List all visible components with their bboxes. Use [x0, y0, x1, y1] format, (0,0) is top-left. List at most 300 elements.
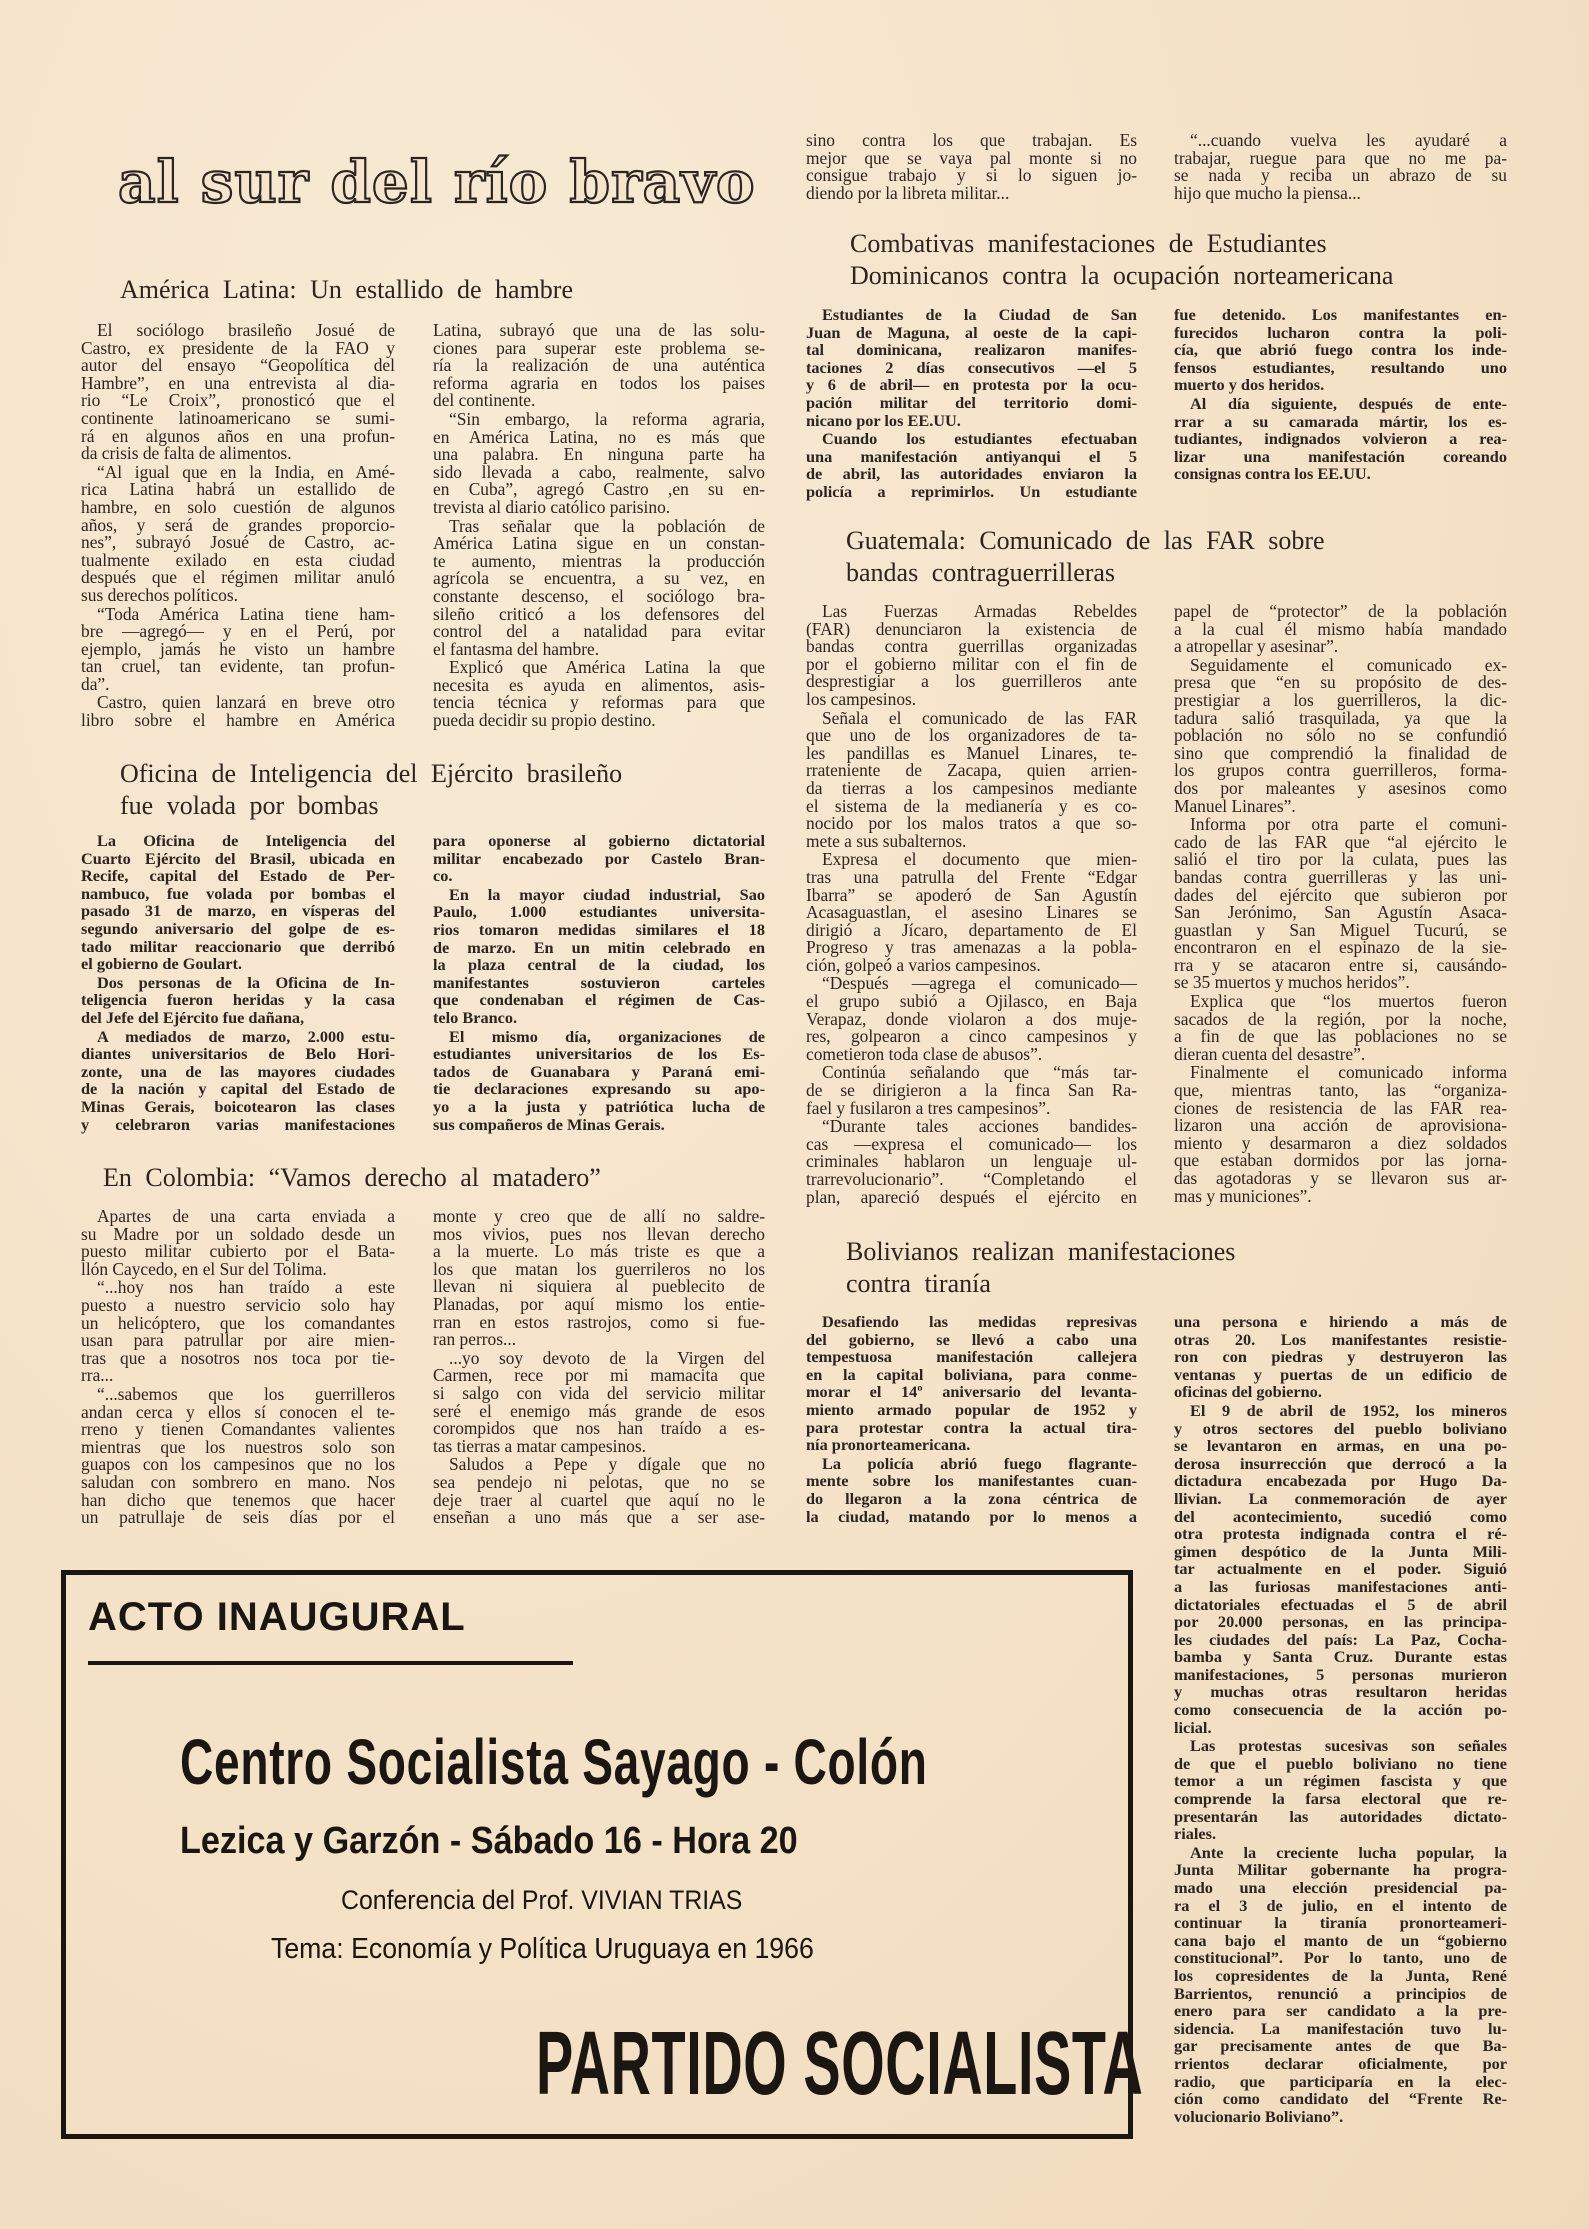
text-line: los grupos contra guerrilleros, forma- [1174, 760, 1507, 781]
text-line: militar encabezado por Castelo Bran- [433, 848, 765, 868]
text-line: se levantaron en armas, en una po- [1174, 1436, 1507, 1456]
text-line: volucionario Boliviano”. [1174, 2106, 1344, 2126]
text-line: un patrullaje de seis días por el [81, 1507, 395, 1528]
paragraph [81, 1208, 395, 1278]
text-line: pación militar del territorio domi- [806, 392, 1137, 412]
ad-title: ACTO INAUGURAL [88, 1595, 466, 1639]
text-line: ciones para superar este problema se- [433, 337, 765, 358]
text-line: tencia técnica y reformas para que [433, 692, 765, 713]
text-line: segundo aniversario del golpe de es- [81, 918, 395, 938]
headline-line: Guatemala: Comunicado de las FAR sobre [846, 526, 1325, 555]
headline-colombia [103, 1162, 601, 1194]
text-line: “...hoy nos han traído a este [97, 1277, 395, 1298]
text-line: dictadura encabezada por Hugo Da- [1174, 1471, 1507, 1491]
text-line: en América Latina, no es más que [433, 426, 765, 447]
text-line: tar actualmente en el poder. Siguió [1174, 1559, 1507, 1579]
text-line: puesto militar cubierto por el Bata- [81, 1241, 395, 1262]
paragraph [433, 408, 765, 517]
text-line: sileño criticó a los defensores del [433, 603, 765, 624]
paragraph [806, 1455, 1137, 1525]
text-line: que estaban dormidos por las jorna- [1174, 1150, 1507, 1171]
text-line: en Cuba”, agregó Castro ,en su en- [433, 479, 765, 500]
text-line: Estudiantes de la Ciudad de San [822, 305, 1137, 324]
text-line: el fantasma del hambre. [433, 638, 600, 659]
paragraph [1174, 993, 1507, 1063]
text-line: miento armado popular de 1952 y [806, 1399, 1137, 1419]
text-line: de que el pueblo boliviano no tiene [1174, 1753, 1507, 1773]
text-line: riales. [1174, 1824, 1217, 1844]
text-line: “...cuando vuelva les ayudaré a [1190, 130, 1507, 150]
text-line: por 20.000 personas, en las principa- [1174, 1612, 1507, 1632]
text-line: Saludos a Pepe y dígale que no [449, 1454, 765, 1475]
text-line: les ciudades del país: La Paz, Cocha- [1174, 1629, 1507, 1649]
text-line: furecidos lucharon contra la poli- [1174, 322, 1507, 342]
paragraph [81, 1279, 395, 1385]
text-line: El sociólogo brasileño Josué de [97, 320, 395, 340]
article-bolivianos-col-2 [1174, 1313, 1507, 2126]
text-line: una manifestación antiyanqui el 5 [806, 446, 1137, 466]
text-line: rran en estos rastrojos, como si fue- [433, 1311, 765, 1332]
text-line: del acontecimiento, sucedió como [1174, 1506, 1507, 1526]
text-line: fael y fusilaron a tres campesinos”. [806, 1097, 1051, 1118]
paragraph [806, 132, 1137, 202]
paragraph [433, 832, 765, 885]
text-line: nambuco, fue volada por bombas el [81, 883, 395, 903]
text-line: continente latinoamericano se sumi- [81, 407, 395, 428]
text-line: guapos con los campesinos que no los [81, 1454, 395, 1475]
text-line: sus derechos políticos. [81, 584, 238, 605]
headline-line: Bolivianos realizan manifestaciones [846, 1237, 1236, 1266]
text-line: Expresa el documento que mien- [822, 849, 1137, 870]
text-line: Finalmente el comunicado informa [1190, 1062, 1507, 1083]
text-line: que uno de los organizadores de ta- [806, 725, 1137, 746]
text-line: Desafiendo las medidas represivas [822, 1312, 1137, 1331]
text-line: res, golpearon a cinco campesinos y [806, 1026, 1137, 1047]
text-line: prestigiar a los guerrilleros, la dic- [1174, 689, 1507, 710]
text-line: mos vivios, pues nos llevan derecho [433, 1223, 765, 1244]
text-line: bandas contra guerrilleras y las uni- [1174, 866, 1507, 887]
text-line: población no sólo no se confundió [1174, 725, 1507, 746]
paragraph [433, 1208, 765, 1349]
text-line: cado de las FAR que “al ejército le [1174, 831, 1507, 852]
text-line: dos por maleantes y asesinos como [1174, 777, 1507, 798]
text-line: criminales hablaron un lenguaje ul- [806, 1151, 1137, 1172]
text-line: fue detenido. Los manifestantes en- [1174, 305, 1507, 324]
text-line: trabajar, ruegue para que no me pa- [1174, 147, 1507, 168]
text-line: tadura salió trasquilada, ya que la [1174, 707, 1507, 728]
article-dominicanos-col-1 [806, 306, 1137, 502]
text-line: “Durante tales acciones bandides- [822, 1116, 1137, 1137]
text-line: hambre, en solo cuestión de algunos [81, 496, 395, 517]
text-line: bre —agregó— y en el Perú, por [81, 621, 395, 642]
headline-line: Combativas manifestaciones de Estudiantes [850, 229, 1327, 258]
text-line: gar precisamente antes de que Ba- [1174, 2036, 1507, 2056]
text-line: encontraron en el espinazo de la sie- [1174, 937, 1507, 958]
text-line: mado una elección presidencial pa- [1174, 1878, 1507, 1897]
text-line: si salgo con vida del servicio militar [433, 1382, 765, 1403]
text-line: ría la realización de una auténtica [433, 355, 765, 376]
ad-venue: Centro Socialista Sayago - Colón [180, 1726, 928, 1798]
text-line: Planadas, por aquí mismo los entie- [433, 1293, 765, 1314]
text-line: rrar a su camarada mártir, los es- [1174, 411, 1507, 431]
text-line: les pandillas es Manuel Linares, te- [806, 742, 1137, 763]
text-line: necesita es ayuda en alimentos, asis- [433, 674, 765, 695]
text-line: fensos estudiantes, resultando uno [1174, 357, 1507, 377]
text-line: nicano por los EE.UU. [806, 410, 961, 430]
paragraph [433, 1347, 765, 1456]
text-line: desprestigiar a los guerrilleros ante [806, 671, 1137, 692]
text-line: da”. [81, 673, 110, 694]
paragraph [1174, 1402, 1507, 1736]
text-line: Hambre”, en una entrevista al dia- [81, 372, 395, 393]
text-line: comprende la farsa electoral que re- [1174, 1789, 1507, 1809]
paragraph [1174, 1313, 1507, 1401]
text-line: usan para patrullar por aire mien- [81, 1330, 395, 1351]
ad-title-underline [88, 1661, 573, 1665]
text-line: ...yo soy devoto de la Virgen del [449, 1347, 765, 1368]
text-line: del Jefe del Ejército fue dañana, [81, 1007, 305, 1027]
text-line: rica Latina habrá un estallido de [81, 479, 395, 500]
text-line: A mediados de marzo, 2.000 estu- [97, 1026, 395, 1046]
text-line: Castro, ex presidente de la FAO y [81, 337, 395, 358]
article-guatemala-col-2 [1174, 603, 1507, 1206]
text-line: mente sobre los manifestantes cuan- [806, 1471, 1137, 1491]
text-line: pueda decidir su propio destino. [433, 710, 656, 731]
article-oficina-col-2 [433, 832, 765, 1134]
text-line: Junta Militar gobernante ha progra- [1174, 1860, 1507, 1880]
text-line: Verapaz, donde violaron a dos muje- [806, 1008, 1137, 1029]
text-line: Acasaguastlan, el asesino Linares se [806, 902, 1137, 923]
text-line: “Toda América Latina tiene ham- [97, 603, 395, 624]
paragraph [433, 1028, 765, 1134]
headline-line: Dominicanos contra la ocupación norteamericana [850, 261, 1394, 290]
text-line: Las protestas sucesivas son señales [1190, 1736, 1507, 1756]
text-line: constante descenso, el sociólogo bra- [433, 585, 765, 606]
continuation-column-1 [806, 132, 1137, 203]
text-line: el grupo subió a Ojilasco, en Baja [806, 991, 1137, 1012]
text-line: reforma agraria en todos los paises [433, 372, 765, 393]
headline-line: En Colombia: “Vamos derecho al matadero” [103, 1163, 601, 1192]
text-line: monte y creo que de allí no saldre- [433, 1206, 765, 1226]
text-line: “Al igual que en la India, en Amé- [97, 461, 395, 482]
text-line: libro sobre el hambre en América [81, 710, 395, 731]
text-line: diendo por la libreta militar... [806, 182, 1010, 203]
text-line: Latina, subrayó que una de las solu- [433, 320, 765, 340]
continuation-column-2 [1174, 132, 1507, 203]
headline-america-latina [120, 274, 573, 306]
text-line: de la nación y capital del Estado de [81, 1079, 395, 1099]
text-line: nes”, subrayó Josué de Castro, ac- [81, 532, 395, 553]
text-line: En la mayor ciudad industrial, Sao [449, 884, 765, 904]
text-line: Continúa señalando que “más tar- [822, 1062, 1137, 1083]
text-line: Tras señalar que la población de [449, 515, 765, 536]
text-line: mas y municiones”. [1174, 1185, 1312, 1206]
text-line: tras que a nosotros nos toca por tie- [81, 1347, 395, 1368]
text-line: Informa por otra parte el comuni- [1190, 814, 1507, 835]
text-line: deje traer al cuartel que aquí no le [433, 1489, 765, 1510]
text-line: a la cual él mismo había mandado [1174, 618, 1507, 639]
article-bolivianos-col-1 [806, 1313, 1137, 1526]
text-line: policía a reprimirlos. Un estudiante [806, 481, 1137, 501]
text-line: gimen despótico de la Junta Mili- [1174, 1541, 1507, 1561]
text-line: a la muerte. Lo más triste es que a [433, 1241, 765, 1262]
text-line: para protestar contra la actual tira- [806, 1417, 1137, 1437]
text-line: “Sin embargo, la reforma agraria, [449, 408, 765, 429]
paragraph [81, 832, 395, 973]
paragraph [806, 975, 1137, 1063]
text-line: una persona e hiriendo a más de [1174, 1312, 1507, 1331]
text-line: tudiantes, indignados volvieron a rea- [1174, 429, 1507, 449]
paragraph [806, 707, 1137, 851]
text-line: ventanas y puertas de un edificio de [1174, 1364, 1507, 1384]
text-line: sino que comprendió la finalidad de [1174, 742, 1507, 763]
text-line: telo Branco. [433, 1007, 518, 1027]
text-line: morar el 14º aniversario del levanta- [806, 1382, 1137, 1402]
text-line: bandas contra guerrillas organizadas [806, 636, 1137, 657]
text-line: Cuarto Ejército del Brasil, ubicada en [81, 848, 395, 868]
text-line: ron con piedras y destruyeron las [1174, 1347, 1507, 1367]
article-dominicanos-col-2 [1174, 306, 1507, 484]
text-line: ción como candidato del “Frente Re- [1174, 2089, 1507, 2109]
text-line: ra el 3 de julio, en el intento de [1174, 1895, 1507, 1915]
text-line: sino contra los que trabajan. Es [806, 130, 1137, 150]
text-line: cía, que abrió fuego contra los inde- [1174, 340, 1507, 360]
text-line: nocido por los malos tratos a que so- [806, 813, 1137, 834]
text-line: Ibarra” se apoderó de San Agustín [806, 884, 1137, 905]
text-line: del continente. [433, 390, 536, 411]
text-line: tal dominicana, realizaron manifes- [806, 340, 1137, 360]
text-line: consigue trabajo y si lo siguen jo- [806, 165, 1137, 186]
text-line: La policía abrió fuego flagrante- [822, 1453, 1137, 1473]
text-line: salió el tiro por la culata, pues las [1174, 849, 1507, 870]
paragraph [433, 886, 765, 1027]
text-line: como consecuencia de la acción po- [1174, 1700, 1507, 1720]
text-line: oficinas del gobierno. [1174, 1382, 1322, 1402]
paragraph [81, 1028, 395, 1134]
text-line: la ciudad, matando por lo menos a [806, 1506, 1137, 1526]
paragraph [1174, 395, 1507, 483]
text-line: del gobierno, se llevó a cabo una [806, 1329, 1137, 1349]
text-line: su Madre por un soldado desde un [81, 1223, 395, 1244]
text-line: los que matan los guerrileros no los [433, 1258, 765, 1279]
text-line: rra y se atacaron entre si, causándo- [1174, 954, 1507, 975]
text-line: temor a un régimen fascista y que [1174, 1771, 1507, 1791]
text-line: seré el enemigo más grande de esos [433, 1400, 765, 1421]
text-line: Minas Gerais, boicotearon las clases [81, 1096, 395, 1116]
text-line: autor del ensayo “Geopolítica del [81, 355, 395, 376]
text-line: sea pendejo ni pelotas, que no se [433, 1471, 765, 1492]
ad-place-time: Lezica y Garzón - Sábado 16 - Hora 20 [180, 1820, 798, 1862]
paragraph [433, 515, 765, 659]
text-line: Explica que “los muertos fueron [1190, 991, 1507, 1012]
text-line: do llegaron a la zona céntrica de [806, 1488, 1137, 1508]
text-line: Apartes de una carta enviada a [97, 1206, 395, 1226]
text-line: tas tierras a matar campesinos. [433, 1435, 646, 1456]
text-line: Barrientos, renunció a principios de [1174, 1983, 1507, 2003]
text-line: enseñan a uno más que a ser ase- [433, 1507, 765, 1528]
text-line: rrateniente de Zacapa, quien arrien- [806, 760, 1137, 781]
text-line: cana bajo el manto de un “gobierno [1174, 1930, 1507, 1950]
text-line: saludan con sombrero en mano. Nos [81, 1471, 395, 1492]
article-colombia-col-1 [81, 1208, 395, 1528]
text-line: muerto y dos heridos. [1174, 375, 1325, 395]
section-masthead: al sur del río bravo [118, 148, 756, 216]
text-line: Recife, capital del Estado de Per- [81, 866, 395, 886]
text-line: el gobierno de Goulart. [81, 954, 242, 974]
text-line: guastlan y San Miguel Tucurú, se [1174, 919, 1507, 940]
text-line: dictatoriales efectuadas el 5 de abril [1174, 1594, 1507, 1614]
text-line: mete a sus subalternos. [806, 830, 967, 851]
paragraph [433, 322, 765, 410]
paragraph [806, 1118, 1137, 1206]
text-line: trevista al diario católico parisino. [433, 496, 671, 517]
text-line: sacados de la región, por la noche, [1174, 1008, 1507, 1029]
text-line: corompidos que nos han traído a es- [433, 1418, 765, 1439]
text-line: tan cruel, tan evidente, tan profun- [81, 656, 395, 677]
text-line: plan, apareció después el ejército en [806, 1186, 1137, 1207]
text-line: manifestantes sostuvieron carteles [433, 972, 765, 992]
text-line: dades del ejército que subieron por [1174, 884, 1507, 905]
text-line: rreno y tienen Comandantes valientes [81, 1419, 395, 1440]
text-line: después que el régimen militar anuló [81, 567, 395, 588]
text-line: zonte, una de las mayores ciudades [81, 1061, 395, 1081]
text-line: Castro, quien lanzará en breve otro [97, 692, 395, 713]
text-line: y celebraron varias manifestaciones [81, 1114, 395, 1134]
text-line: ciones de resistencia de las FAR rea- [1174, 1097, 1507, 1118]
ad-speaker: Conferencia del Prof. VIVIAN TRIAS [341, 1885, 743, 1915]
text-line: dieran cuenta del desastre”. [1174, 1043, 1366, 1064]
text-line: ejemplo, jamás he visto un hambre [81, 638, 395, 659]
text-line: los copresidentes de la Junta, René [1174, 1965, 1507, 1985]
text-line: licial. [1174, 1717, 1212, 1737]
text-line: Señala el comunicado de las FAR [822, 707, 1137, 728]
text-line: y muchas otras resultaron heridas [1174, 1682, 1507, 1702]
headline-bolivianos [846, 1236, 1235, 1300]
text-line: América Latina sigue en un constan- [433, 533, 765, 554]
text-line: para oponerse al gobierno dictatorial [433, 831, 765, 850]
text-line: a las furiosas manifestaciones anti- [1174, 1576, 1507, 1596]
paragraph [1174, 132, 1507, 202]
text-line: han dicho que tenemos que hacer [81, 1489, 395, 1510]
text-line: diantes universitarios de Belo Hori- [81, 1044, 395, 1064]
text-line: el sistema de la medianería y es co- [806, 795, 1137, 816]
text-line: sidencia. La manifestación tuvo lu- [1174, 2018, 1507, 2038]
text-line: tie declaraciones expresando su apo- [433, 1079, 765, 1099]
advertisement-box [61, 1570, 1144, 2139]
text-line: radio, que participaría en la elec- [1174, 2071, 1507, 2091]
text-line: rrientos declarar oficialmente, por [1174, 2053, 1507, 2073]
text-line: llevan ni siquiera al pueblecito de [433, 1276, 765, 1297]
text-line: agrícola se encuentra, a su vez, en [433, 568, 765, 589]
text-line: da crisis de falta de alimentos. [81, 443, 292, 464]
text-line: Progreso y tras amenazas a la pobla- [806, 937, 1137, 958]
text-line: de abril, las autoridades enviaron la [806, 464, 1137, 484]
text-line: derosa insurrección que derrocó a la [1174, 1453, 1507, 1473]
paragraph [806, 851, 1137, 974]
text-line: continuar la tiranía pronorteameri- [1174, 1913, 1507, 1933]
paragraph [1174, 1844, 1507, 2126]
text-line: y otros sectores del pueblo boliviano [1174, 1418, 1507, 1438]
text-line: de marzo. En un mitin celebrado en [433, 937, 765, 957]
text-line: Juan de Maguna, al oeste de la capi- [806, 322, 1137, 342]
text-line: Seguidamente el comunicado ex- [1190, 654, 1507, 675]
text-line: otras 20. Los manifestantes resistie- [1174, 1329, 1507, 1349]
paragraph [1174, 654, 1507, 816]
paragraph [81, 974, 395, 1027]
text-line: que, mientras tanto, las “organiza- [1174, 1080, 1507, 1101]
text-line: rá en algunos años en una profun- [81, 425, 395, 446]
text-line: y 6 de abril— en protesta por la ocu- [806, 375, 1137, 395]
text-line: co. [433, 866, 453, 886]
text-line: Ante la creciente lucha popular, la [1190, 1842, 1507, 1862]
text-line: por el gobierno militar con el fin de [806, 653, 1137, 674]
article-guatemala-col-1 [806, 603, 1137, 1207]
text-line: San Jerónimo, San Agustín Asaca- [1174, 902, 1507, 923]
text-line: (FAR) denunciaron la existencia de [806, 618, 1137, 639]
text-line: pasado 31 de marzo, en vísperas del [81, 901, 395, 921]
text-line: llón Caycedo, en el Sur del Tolima. [81, 1258, 327, 1279]
text-line: tado militar reaccionario que derribó [81, 936, 395, 956]
text-line: teligencia fueron heridas y la casa [81, 990, 395, 1010]
text-line: tados de Guanabara y Paraná emi- [433, 1061, 765, 1081]
text-line: a fin de que las poblaciones no se [1174, 1026, 1507, 1047]
text-line: “Después —agrega el comunicado— [822, 973, 1137, 994]
paragraph [1174, 1737, 1507, 1843]
text-line: Explicó que América Latina la que [449, 657, 765, 678]
text-line: mejor que se vaya pal monte si no [806, 147, 1137, 168]
text-line: se 35 muertos y muchos heridos”. [1174, 972, 1410, 993]
text-line: enero para ser candidato a la pre- [1174, 2001, 1507, 2021]
text-line: trarrevolucionario”. “Completando el [806, 1169, 1137, 1189]
text-line: presentarán las autoridades dictato- [1174, 1806, 1507, 1826]
text-line: El 9 de abril de 1952, los mineros [1190, 1400, 1507, 1420]
paragraph [806, 603, 1137, 709]
paragraph [81, 694, 395, 729]
text-line: tras una patrulla del Frente “Edgar [806, 866, 1137, 887]
text-line: da tierras a los campesinos mediante [806, 777, 1137, 798]
paragraph [806, 1064, 1137, 1117]
ad-organizer: PARTIDO SOCIALISTA [536, 2014, 1144, 2114]
paragraph [81, 603, 395, 694]
paragraph [1174, 816, 1507, 992]
text-line: ran perros... [433, 1329, 517, 1350]
text-line: tualmente exilado en esta ciudad [81, 549, 395, 570]
headline-guatemala [846, 525, 1325, 589]
text-line: Cuando los estudiantes efectuaban [822, 429, 1137, 449]
text-line: manifestaciones, 5 personas murieron [1174, 1664, 1507, 1684]
text-line: lizaron una acción de aprovisiona- [1174, 1115, 1507, 1136]
text-line: sido llevada a cabo, realmente, salvo [433, 461, 765, 482]
paragraph [81, 461, 395, 605]
text-line: El mismo día, organizaciones de [449, 1026, 765, 1046]
text-line: “...sabemos que los guerrilleros [97, 1383, 395, 1404]
text-line: taciones 2 días consecutivos —el 5 [806, 357, 1137, 377]
text-line: bamba y Santa Cruz. Durante estas [1174, 1647, 1507, 1667]
ad-topic: Tema: Economía y Política Uruguaya en 1966 [271, 1933, 814, 1965]
text-line: hijo que mucho la piensa... [1174, 182, 1361, 203]
text-line: Al día siguiente, después de ente- [1190, 393, 1507, 413]
headline-oficina-inteligencia [120, 758, 622, 822]
text-line: la plaza central de la ciudad, los [433, 955, 765, 975]
text-line: otra protesta indignada contra el ré- [1174, 1524, 1507, 1544]
text-line: rios tomaron medidas similares el 18 [433, 919, 765, 939]
paragraph [806, 430, 1137, 500]
paragraph [806, 1313, 1137, 1454]
headline-dominicanos [850, 228, 1393, 292]
text-line: lizar una manifestación coreando [1174, 446, 1507, 466]
text-line: cas —expresa el comunicado— los [806, 1133, 1137, 1154]
text-line: llivian. La conmemoración de ayer [1174, 1488, 1507, 1508]
